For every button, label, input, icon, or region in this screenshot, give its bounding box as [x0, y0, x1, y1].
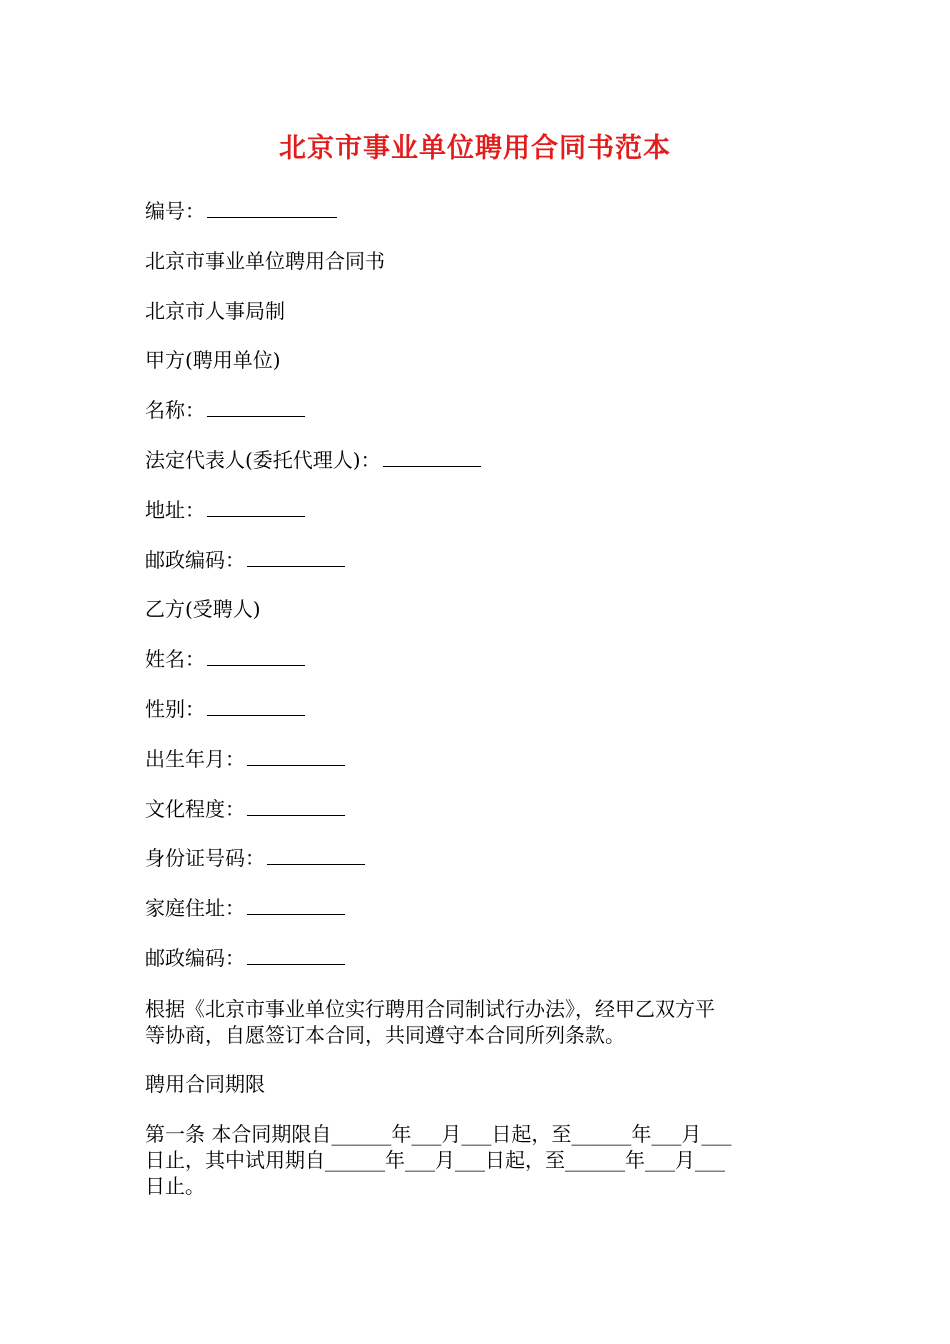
fill-in-blank[interactable]: [207, 498, 305, 517]
field-label: 家庭住址：: [145, 896, 245, 920]
fill-in-blank[interactable]: [247, 946, 345, 965]
field-label: 出生年月：: [145, 747, 245, 771]
fill-in-blank[interactable]: [207, 199, 337, 218]
form-field-line: [145, 198, 337, 224]
field-label: 文化程度：: [145, 797, 245, 821]
text-line: [145, 347, 281, 373]
fill-in-blank[interactable]: [207, 647, 305, 666]
field-label: 邮政编码：: [145, 946, 245, 970]
fill-in-blank[interactable]: [383, 448, 481, 467]
form-field-line: [145, 746, 345, 772]
field-label: 姓名：: [145, 647, 205, 671]
fill-in-blank[interactable]: [247, 896, 345, 915]
fill-in-blank[interactable]: [247, 747, 345, 766]
form-field-line: [145, 696, 305, 722]
field-label: 名称：: [145, 398, 205, 422]
field-label: 北京市人事局制: [145, 299, 285, 323]
article-1-line-1: 第一条 本合同期限自______年___月___日起，至______年___月___: [145, 1122, 732, 1146]
fill-in-blank[interactable]: [247, 548, 345, 567]
form-field-line: [145, 646, 305, 672]
field-label: 甲方(聘用单位): [145, 348, 281, 372]
article-1-line-2: 日止，其中试用期自______年___月___日起，至______年___月___: [145, 1148, 725, 1172]
text-line: [145, 298, 285, 324]
form-field-line: [145, 845, 365, 871]
form-field-line: [145, 945, 345, 971]
form-field-line: [145, 447, 481, 473]
fill-in-blank[interactable]: [207, 398, 305, 417]
field-label: 身份证号码：: [145, 846, 265, 870]
form-field-line: [145, 497, 305, 523]
fill-in-blank[interactable]: [207, 697, 305, 716]
form-field-line: [145, 397, 305, 423]
article-1-line-3: 日止。: [145, 1174, 205, 1198]
form-field-line: [145, 796, 345, 822]
field-label: 法定代表人(委托代理人)：: [145, 448, 381, 472]
field-label: 北京市事业单位聘用合同书: [145, 249, 385, 273]
field-label: 地址：: [145, 498, 205, 522]
field-label: 乙方(受聘人): [145, 597, 261, 621]
field-label: 性别：: [145, 697, 205, 721]
preamble-line-2: 等协商，自愿签订本合同，共同遵守本合同所列条款。: [145, 1023, 625, 1047]
fill-in-blank[interactable]: [247, 797, 345, 816]
form-field-line: [145, 895, 345, 921]
article-1: [145, 1121, 810, 1199]
document-title: 北京市事业单位聘用合同书范本: [279, 133, 671, 164]
preamble-line-1: 根据《北京市事业单位实行聘用合同制试行办法》，经甲乙双方平: [145, 997, 715, 1021]
fill-in-blank[interactable]: [267, 846, 365, 865]
section-heading: 聘用合同期限: [145, 1072, 265, 1096]
form-field-line: [145, 547, 345, 573]
field-label: 编号：: [145, 199, 205, 223]
text-line: [145, 248, 385, 274]
preamble-paragraph: [145, 996, 810, 1048]
text-line: [145, 596, 261, 622]
field-label: 邮政编码：: [145, 548, 245, 572]
